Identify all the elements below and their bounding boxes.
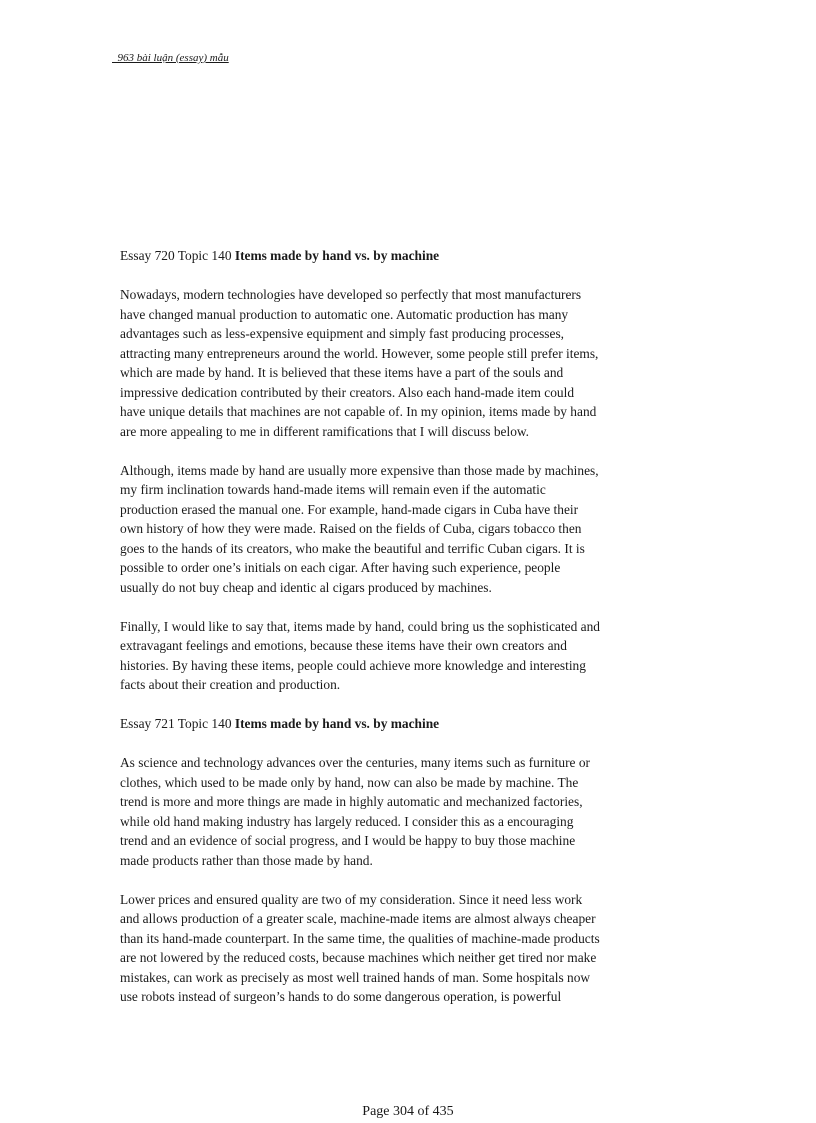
text-line: Finally, I would like to say that, items made by hand, could bring us the sophisticated and xyxy=(120,618,600,634)
text-line: trend and an evidence of social progress, and I would be happy to buy those machine xyxy=(120,833,576,848)
document-body xyxy=(120,246,710,1026)
text-line: made products rather than those made by hand. xyxy=(120,852,373,868)
text-line: possible to order one’s initials on each cigar. After having such experience, people xyxy=(120,560,561,575)
essay-heading-topic: Items made by hand vs. by machine xyxy=(234,716,440,731)
text-line: Lower prices and ensured quality are two of my consideration. Since it need less work xyxy=(120,891,583,907)
essay-heading xyxy=(120,714,710,734)
text-line: impressive dedication contributed by their creators. Also each hand-made item could xyxy=(120,384,575,400)
text-line: are more appealing to me in different ramifications that I will discuss below. xyxy=(120,423,530,439)
text-line: are not lowered by the reduced costs, because machines which neither get tired nor make xyxy=(120,950,597,965)
paragraph xyxy=(120,617,710,695)
essay-721 xyxy=(120,714,710,1007)
text-line: trend is more and more things are made in highly automatic and mechanized factories, xyxy=(120,794,583,809)
text-line: usually do not buy cheap and identic al cigars produced by machines. xyxy=(120,579,492,595)
text-line: goes to the hands of its creators, who make the beautiful and terrific Cuban cigars. It is xyxy=(120,540,585,556)
text-line: attracting many entrepreneurs around the world. However, some people still prefer items, xyxy=(120,345,599,361)
page-header: 963 bài luận (essay) mẫu xyxy=(112,52,229,64)
essay-heading-topic: Items made by hand vs. by machine xyxy=(234,248,440,263)
essay-heading-prefix: Essay 720 Topic 140 xyxy=(120,248,235,263)
text-line: histories. By having these items, people could achieve more knowledge and interesting xyxy=(120,657,586,673)
essay-heading xyxy=(120,246,710,266)
text-line: production erased the manual one. For example, hand-made cigars in Cuba have their xyxy=(120,501,579,517)
text-line: use robots instead of surgeon’s hands to do some dangerous operation, is powerful xyxy=(120,989,562,1004)
paragraph xyxy=(120,285,710,441)
essay-heading-prefix: Essay 721 Topic 140 xyxy=(120,716,235,731)
text-line: which are made by hand. It is believed that these items have a part of the souls and xyxy=(120,365,564,380)
text-line: have unique details that machines are not capable of. In my opinion, items made by hand xyxy=(120,404,597,419)
text-line: have changed manual production to automatic one. Automatic production has many xyxy=(120,306,569,322)
text-line: extravagant feelings and emotions, because these items have their own creators and xyxy=(120,638,567,653)
text-line: while old hand making industry has largely reduced. I consider this as a encouraging xyxy=(120,813,574,829)
page-number: Page 304 of 435 xyxy=(362,1104,454,1119)
paragraph xyxy=(120,890,710,1007)
text-line: Nowadays, modern technologies have developed so perfectly that most manufacturers xyxy=(120,287,582,302)
paragraph xyxy=(120,753,710,870)
text-line: mistakes, can work as precisely as most well trained hands of man. Some hospitals now xyxy=(120,969,591,985)
text-line: As science and technology advances over the centuries, many items such as furniture or xyxy=(120,755,590,770)
text-line: than its hand-made counterpart. In the same time, the qualities of machine-made products xyxy=(120,930,600,946)
text-line: Although, items made by hand are usually more expensive than those made by machines, xyxy=(120,462,599,478)
text-line: clothes, which used to be made only by hand, now can also be made by machine. The xyxy=(120,774,579,790)
essay-720 xyxy=(120,246,710,695)
text-line: my firm inclination towards hand-made items will remain even if the automatic xyxy=(120,482,546,497)
text-line: and allows production of a greater scale, machine-made items are almost always cheaper xyxy=(120,911,596,926)
text-line: advantages such as less-expensive equipment and simply fast producing processes, xyxy=(120,326,565,341)
text-line: own history of how they were made. Raised on the fields of Cuba, cigars tobacco then xyxy=(120,521,582,536)
paragraph xyxy=(120,461,710,598)
text-line: facts about their creation and production. xyxy=(120,677,341,692)
